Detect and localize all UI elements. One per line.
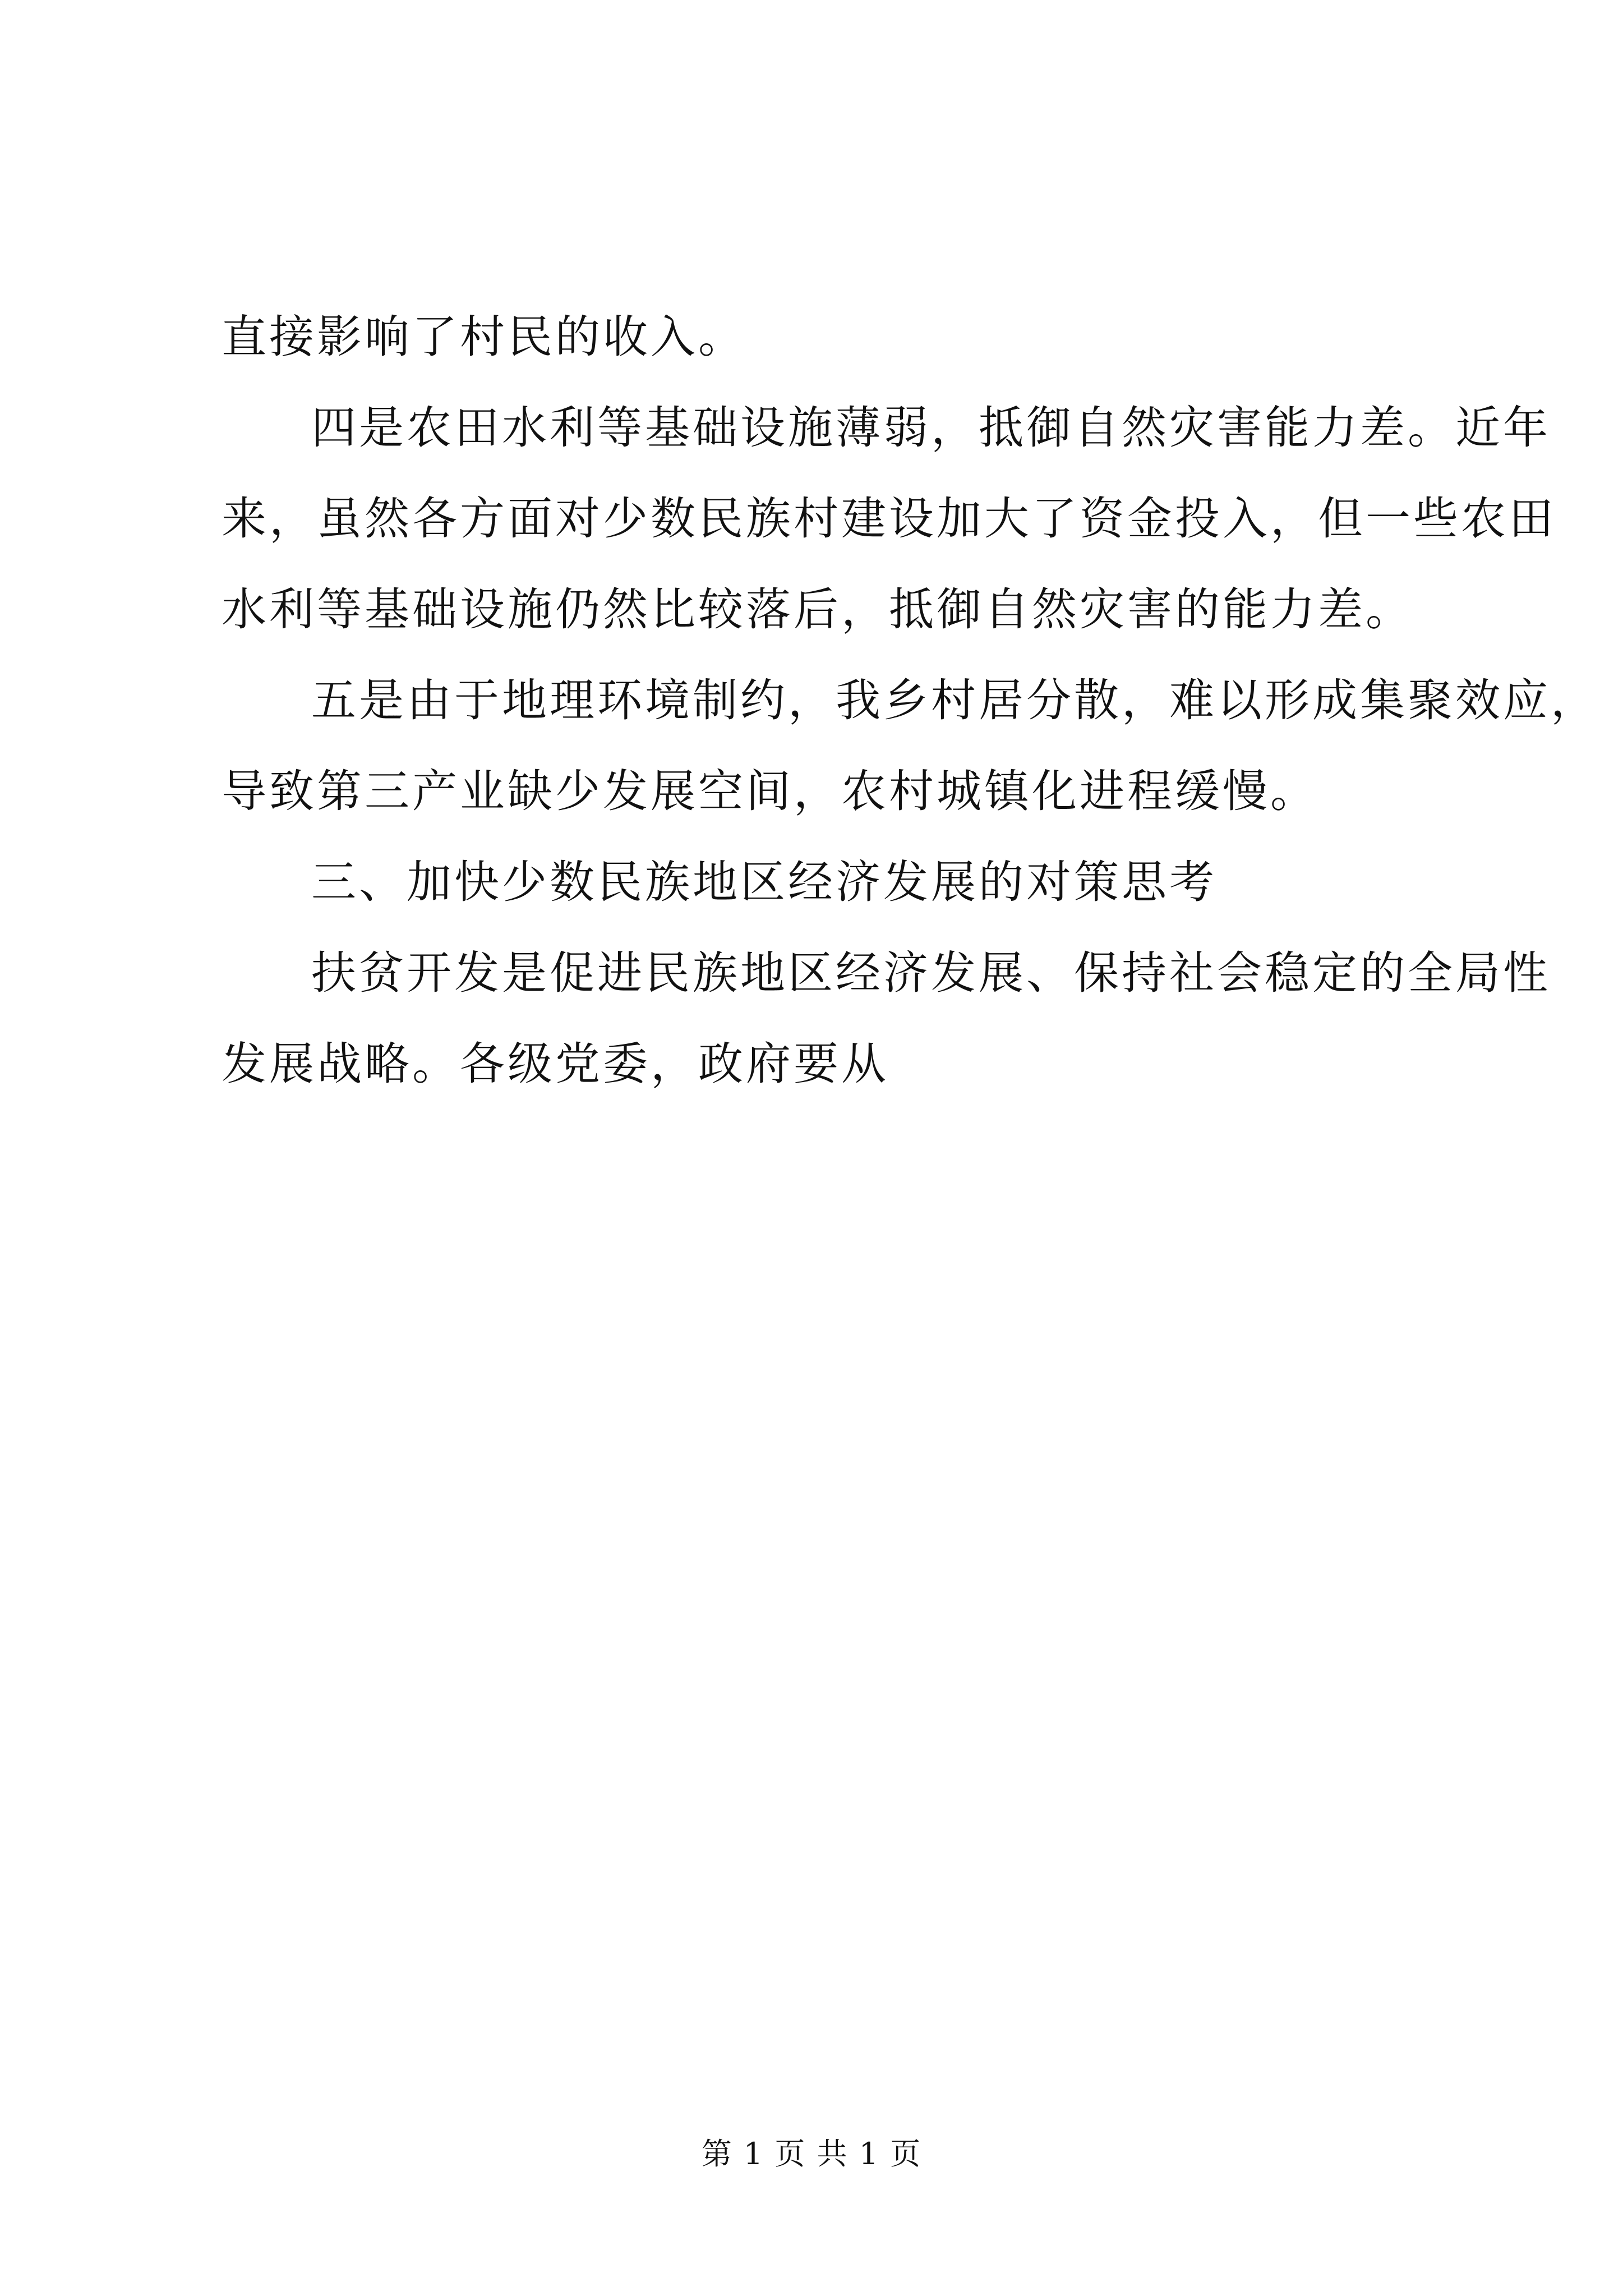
text-line: 来，虽然各方面对少数民族村建设加大了资金投入，但一些农田 [222, 493, 1556, 545]
page-footer: 第 1 页 共 1 页 [701, 2136, 922, 2171]
section-heading: 三、加快少数民族地区经济发展的对策思考 [311, 856, 1217, 908]
text-line: 四是农田水利等基础设施薄弱，抵御自然灾害能力差。近年 [311, 402, 1551, 454]
text-line: 水利等基础设施仍然比较落后，抵御自然灾害的能力差。 [222, 583, 1413, 636]
text-line: 五是由于地理环境制约，我乡村居分散，难以形成集聚效应， [311, 674, 1598, 726]
body-text [222, 292, 1598, 1110]
text-line: 发展战略。各级党委，政府要从 [222, 1038, 889, 1090]
text-line: 导致第三产业缺少发展空间，农村城镇化进程缓慢。 [222, 765, 1318, 817]
text-line: 直接影响了村民的收入。 [222, 311, 746, 363]
text-line: 扶贫开发是促进民族地区经济发展、保持社会稳定的全局性 [311, 947, 1551, 999]
